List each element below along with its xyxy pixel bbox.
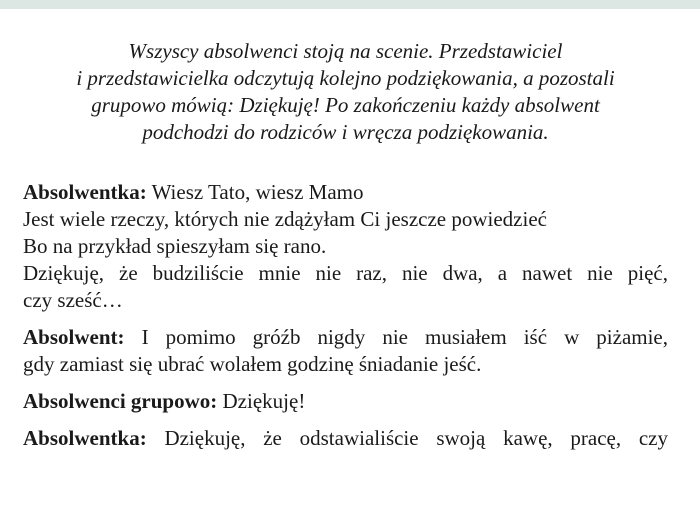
stage-direction (23, 38, 668, 146)
speaker-name: Absolwenci grupowo: (23, 389, 218, 413)
dialogue-line: czy sześć… (23, 288, 123, 312)
top-band (0, 0, 700, 9)
dialogue-line: Dziękuję, że budziliście mnie nie raz, nie dwa, a nawet nie pięć, (23, 261, 668, 285)
dialogue-text: Dziękuję! (222, 389, 306, 413)
speaker-name: Absolwentka: (23, 180, 147, 204)
stage-direction-line: podchodzi do rodziców i wręcza podziękowania. (142, 120, 549, 144)
dialogue-first-line (23, 179, 668, 206)
dialogue-paragraph (23, 388, 668, 415)
stage-direction-line: i przedstawicielka odczytują kolejno podziękowania, a pozostali (76, 66, 615, 90)
dialogue-text: Wiesz Tato, wiesz Mamo (151, 180, 364, 204)
stage-direction-line: grupowo mówią: Dziękuję! Po zakończeniu każdy absolwent (91, 93, 600, 117)
dialogue-paragraph (23, 179, 668, 314)
speaker-name: Absolwentka: (23, 426, 147, 450)
dialogue-text: I pomimo gróźb nigdy nie musiałem iść w piżamie, (141, 325, 669, 349)
dialogue-line: Jest wiele rzeczy, których nie zdążyłam Ci jeszcze powiedzieć (23, 207, 547, 231)
dialogue-line: Bo na przykład spieszyłam się rano. (23, 234, 327, 258)
dialogue-first-line (23, 388, 668, 415)
dialogue-line: gdy zamiast się ubrać wolałem godzinę śniadanie jeść. (23, 352, 482, 376)
script-text (23, 179, 668, 452)
document-content (23, 38, 668, 462)
dialogue-text: Dziękuję, że odstawialiście swoją kawę, pracę, czy (164, 426, 668, 450)
dialogue-paragraph (23, 324, 668, 378)
dialogue-first-line (23, 425, 668, 452)
dialogue-paragraph (23, 425, 668, 452)
speaker-name: Absolwent: (23, 325, 125, 349)
dialogue-first-line (23, 324, 668, 351)
stage-direction-line: Wszyscy absolwenci stoją na scenie. Przedstawiciel (128, 39, 563, 63)
